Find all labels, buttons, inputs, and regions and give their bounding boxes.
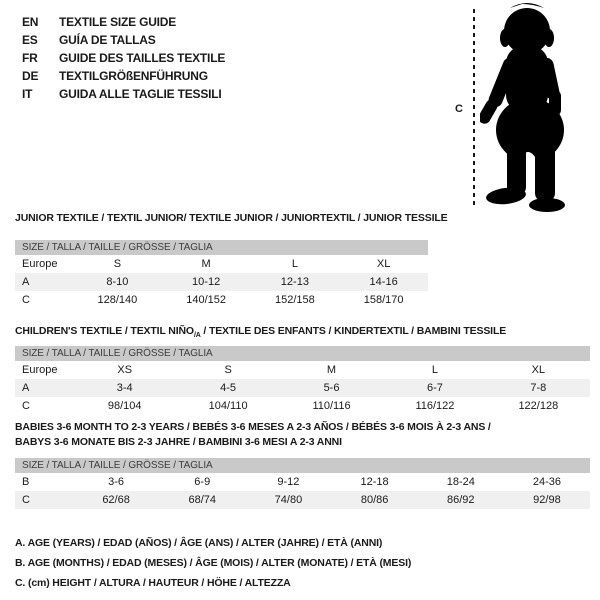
age-cell: 7-8 — [530, 382, 547, 394]
age-cell: 5-6 — [323, 382, 340, 394]
table-row — [15, 397, 590, 415]
legend-title: GUÍA DE TALLAS — [59, 33, 156, 47]
age-cell: 6-7 — [426, 382, 443, 394]
size-header-bar: SIZE / TALLA / TAILLE / GRÖSSE / TAGLIA — [15, 240, 428, 255]
measurement-notes — [15, 533, 411, 593]
size-cell: M — [326, 364, 337, 376]
height-cell: 74/80 — [274, 494, 303, 506]
height-cell: 80/86 — [360, 494, 389, 506]
size-cell: XS — [117, 364, 133, 376]
row-label: Europe — [22, 364, 58, 376]
row-label: A — [22, 382, 30, 394]
baby-silhouette-image — [480, 0, 600, 215]
height-cell: 128/140 — [97, 294, 138, 306]
legend-title: GUIDA ALLE TAGLIE TESSILI — [59, 87, 222, 101]
size-cell: L — [291, 258, 298, 270]
children-title-sub: /A — [193, 332, 201, 340]
children-title-pre: CHILDREN'S TEXTILE / TEXTIL NIÑO — [15, 325, 194, 337]
babies-title-line1: BABIES 3-6 MONTH TO 2-3 YEARS / BEBÉS 3-6 MESES A 2-3 AÑOS / BÉBÉS 3-6 MOIS À 2-3 ANS / — [15, 421, 491, 433]
children-title-post: / TEXTILE DES ENFANTS / KINDERTEXTIL / BAMBINI TESSILE — [200, 325, 507, 337]
height-cell: 92/98 — [533, 494, 561, 506]
age-cell: 14-16 — [369, 276, 398, 288]
legend-row-en — [22, 13, 225, 31]
legend-title: TEXTILGRÖßENFÜHRUNG — [59, 69, 208, 83]
age-cell: 3-4 — [116, 382, 133, 394]
language-code: EN — [22, 15, 39, 29]
row-label: Europe — [22, 258, 58, 270]
babies-size-table — [15, 458, 590, 509]
junior-section-title: JUNIOR TEXTILE / TEXTIL JUNIOR/ TEXTILE JUNIOR / JUNIORTEXTIL / JUNIOR TESSILE — [15, 212, 448, 224]
height-cell: 122/128 — [518, 400, 559, 412]
table-row — [15, 291, 428, 309]
language-legend — [22, 13, 225, 103]
babies-section-title — [15, 420, 575, 450]
row-label: C — [22, 494, 30, 506]
height-cell: 158/170 — [363, 294, 404, 306]
age-cell: 4-5 — [220, 382, 237, 394]
height-cell: 152/158 — [274, 294, 315, 306]
height-cell: 98/104 — [107, 400, 142, 412]
table-row — [15, 473, 590, 491]
note-height-cm: C. (cm) HEIGHT / ALTURA / HAUTEUR / HÖHE / ALTEZZA — [15, 577, 291, 589]
age-cell: 18-24 — [446, 476, 475, 488]
age-cell: 24-36 — [532, 476, 562, 488]
height-cell: 62/68 — [102, 494, 130, 506]
language-code: ES — [22, 33, 38, 47]
age-cell: 6-9 — [194, 476, 211, 488]
row-label: B — [22, 476, 30, 488]
note-age-years: A. AGE (YEARS) / EDAD (AÑOS) / ÂGE (ANS) / ALTER (JAHRE) / ETÀ (ANNI) — [15, 537, 383, 549]
height-cell: 86/92 — [447, 494, 475, 506]
age-cell: 9-12 — [277, 476, 300, 488]
age-cell: 8-10 — [106, 276, 129, 288]
measure-c-label: C — [455, 103, 463, 115]
row-label: C — [22, 294, 30, 306]
size-cell: S — [113, 258, 122, 270]
table-row — [15, 379, 590, 397]
row-label: C — [22, 400, 30, 412]
legend-row-es — [22, 31, 225, 49]
table-row — [15, 361, 590, 379]
row-label: A — [22, 276, 30, 288]
table-row — [15, 255, 428, 273]
table-row — [15, 491, 590, 509]
size-cell: L — [431, 364, 438, 376]
age-cell: 10-12 — [192, 276, 221, 288]
language-code: DE — [22, 69, 39, 83]
height-measure-dashed-line — [473, 9, 475, 206]
age-cell: 12-13 — [280, 276, 309, 288]
legend-title: TEXTILE SIZE GUIDE — [59, 15, 177, 29]
size-cell: M — [201, 258, 211, 270]
legend-row-de — [22, 67, 225, 85]
note-age-months: B. AGE (MONTHS) / EDAD (MESES) / ÂGE (MOIS) / ALTER (MONATE) / ETÀ (MESI) — [15, 557, 412, 569]
language-code: IT — [22, 87, 33, 101]
size-header-bar: SIZE / TALLA / TAILLE / GRÖSSE / TAGLIA — [15, 346, 590, 361]
age-cell: 12-18 — [360, 476, 389, 488]
height-cell: 68/74 — [188, 494, 217, 506]
height-cell: 110/116 — [312, 400, 351, 412]
height-cell: 104/110 — [208, 400, 248, 412]
legend-row-fr — [22, 49, 225, 67]
children-size-table — [15, 346, 590, 415]
language-code: FR — [22, 51, 38, 65]
size-cell: XL — [376, 258, 391, 270]
babies-title-line2: BABYS 3-6 MONATE BIS 2-3 JAHRE / BAMBINI 3-6 MESI A 2-3 ANNI — [15, 436, 342, 448]
height-cell: 140/152 — [186, 294, 226, 306]
size-cell: S — [224, 364, 232, 376]
height-cell: 116/122 — [415, 400, 455, 412]
table-row — [15, 273, 428, 291]
age-cell: 3-6 — [108, 476, 125, 488]
children-section-title — [15, 324, 506, 343]
legend-title: GUIDE DES TAILLES TEXTILE — [59, 51, 226, 65]
size-header-bar: SIZE / TALLA / TAILLE / GRÖSSE / TAGLIA — [15, 458, 590, 473]
junior-size-table — [15, 240, 428, 309]
size-cell: XL — [531, 364, 546, 376]
legend-row-it — [22, 85, 225, 103]
